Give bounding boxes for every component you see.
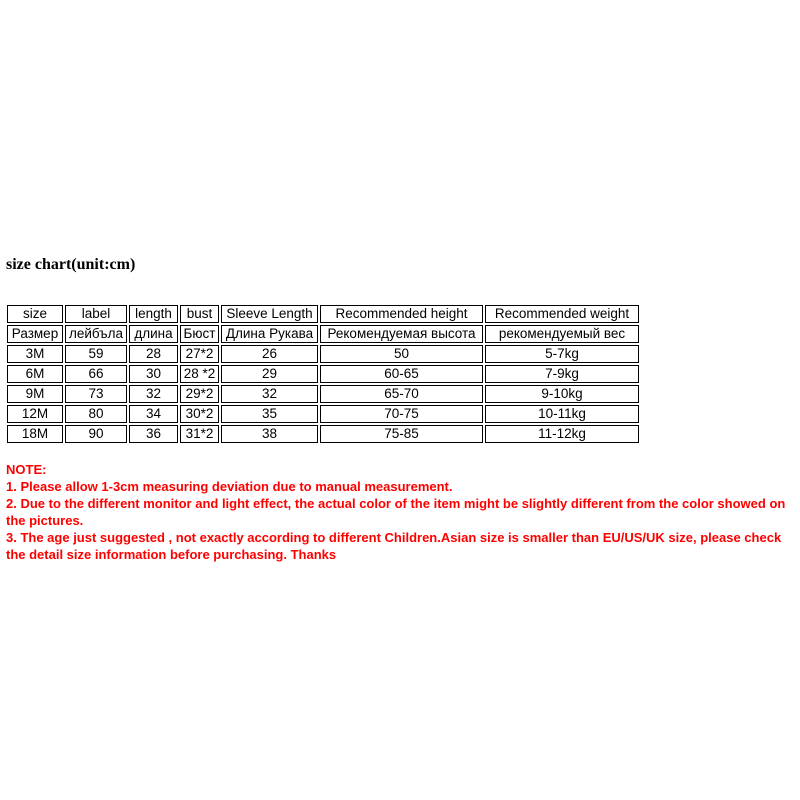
- table-cell: 65-70: [320, 385, 483, 403]
- table-cell: 18M: [7, 425, 63, 443]
- header-cell-bust: bust: [180, 305, 219, 323]
- table-cell: 11-12kg: [485, 425, 639, 443]
- note-item: 2. Due to the different monitor and light effect, the actual color of the item might be slightly different from the color showed on the pictures.: [6, 496, 786, 528]
- table-cell: 32: [129, 385, 178, 403]
- notes-heading: NOTE:: [6, 462, 47, 477]
- table-cell: 30*2: [180, 405, 219, 423]
- header-cell-recommended-height: Recommended height: [320, 305, 483, 323]
- table-cell: 12M: [7, 405, 63, 423]
- header-cell-sleeve-length-ru: Длина Рукава: [221, 325, 318, 343]
- table-cell: 31*2: [180, 425, 219, 443]
- table-cell: 70-75: [320, 405, 483, 423]
- table-row: [7, 425, 639, 443]
- table-cell: 9M: [7, 385, 63, 403]
- table-cell: 73: [65, 385, 127, 403]
- table-row: [7, 405, 639, 423]
- header-cell-label: label: [65, 305, 127, 323]
- table-cell: 34: [129, 405, 178, 423]
- header-cell-recommended-weight: Recommended weight: [485, 305, 639, 323]
- table-cell: 30: [129, 365, 178, 383]
- table-cell: 35: [221, 405, 318, 423]
- table-cell: 60-65: [320, 365, 483, 383]
- table-cell: 27*2: [180, 345, 219, 363]
- header-cell-sleeve-length: Sleeve Length: [221, 305, 318, 323]
- header-cell-label-ru: лейбъла: [65, 325, 127, 343]
- table-header-row-ru: [7, 325, 639, 343]
- table-cell: 75-85: [320, 425, 483, 443]
- table-cell: 90: [65, 425, 127, 443]
- header-cell-length-ru: длина: [129, 325, 178, 343]
- table-cell: 5-7kg: [485, 345, 639, 363]
- table-header-row-en: [7, 305, 639, 323]
- table-cell: 29*2: [180, 385, 219, 403]
- table-cell: 36: [129, 425, 178, 443]
- table-cell: 66: [65, 365, 127, 383]
- table-row: [7, 385, 639, 403]
- header-cell-size-ru: Размер: [7, 325, 63, 343]
- table-cell: 29: [221, 365, 318, 383]
- header-cell-size: size: [7, 305, 63, 323]
- table-row: [7, 365, 639, 383]
- header-cell-bust-ru: Бюст: [180, 325, 219, 343]
- header-cell-recommended-height-ru: Рекомендуемая высота: [320, 325, 483, 343]
- table-cell: 80: [65, 405, 127, 423]
- table-cell: 32: [221, 385, 318, 403]
- table-cell: 6M: [7, 365, 63, 383]
- header-cell-recommended-weight-ru: рекомендуемый вес: [485, 325, 639, 343]
- table-cell: 38: [221, 425, 318, 443]
- size-chart-table: [5, 303, 641, 445]
- notes-section: [6, 461, 798, 563]
- table-cell: 28: [129, 345, 178, 363]
- header-cell-length: length: [129, 305, 178, 323]
- table-cell: 28 *2: [180, 365, 219, 383]
- table-cell: 7-9kg: [485, 365, 639, 383]
- table-cell: 26: [221, 345, 318, 363]
- table-cell: 9-10kg: [485, 385, 639, 403]
- page-title: size chart(unit:cm): [6, 256, 136, 273]
- table-cell: 59: [65, 345, 127, 363]
- table-cell: 10-11kg: [485, 405, 639, 423]
- note-item: 3. The age just suggested , not exactly according to different Children.Asian size is smaller than EU/US/UK size, please check the detail size information before purchasing. Thanks: [6, 530, 782, 562]
- table-cell: 50: [320, 345, 483, 363]
- table-cell: 3M: [7, 345, 63, 363]
- note-item: 1. Please allow 1-3cm measuring deviation due to manual measurement.: [6, 479, 453, 494]
- table-row: [7, 345, 639, 363]
